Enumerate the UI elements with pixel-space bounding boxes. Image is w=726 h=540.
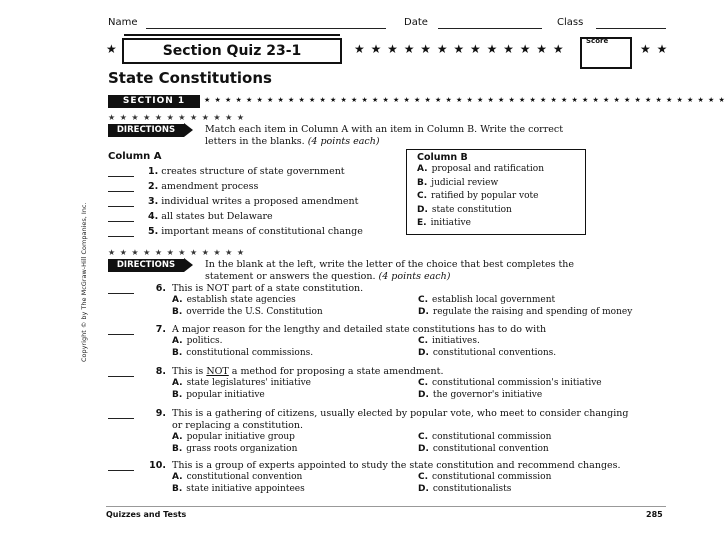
option-letter: C. (418, 432, 429, 442)
answer-option (172, 378, 311, 388)
arrow-icon (184, 258, 193, 272)
answer-blank[interactable] (108, 236, 134, 237)
option-text: constitutional commission (432, 432, 552, 442)
column-b-box (406, 149, 586, 235)
directions-tag: DIRECTIONS (108, 124, 184, 137)
answer-option (418, 390, 542, 400)
answer-option (172, 348, 313, 358)
item-number: 4. (148, 211, 159, 222)
answer-blank[interactable] (108, 418, 134, 419)
question-text: a method for proposing a state amendment. (228, 366, 444, 377)
item-letter: E. (417, 218, 427, 228)
option-text: establish local government (432, 295, 556, 305)
question-text: This is NOT part of a state constitution. (172, 283, 364, 294)
directions-line: In the blank at the left, write the letter of the choice that best completes the (205, 259, 575, 270)
section-tag: SECTION 1 (108, 95, 200, 108)
answer-blank[interactable] (108, 191, 134, 192)
option-letter: D. (418, 390, 429, 400)
option-text: constitutional commissions. (186, 348, 314, 358)
question-stem (108, 283, 363, 294)
item-text: important means of constitutional change (161, 226, 363, 237)
option-text: override the U.S. Constitution (186, 307, 323, 317)
option-letter: A. (172, 378, 183, 388)
answer-blank[interactable] (108, 221, 134, 222)
column-b-item (417, 178, 498, 188)
date-label: Date (404, 17, 428, 28)
option-text: constitutionalists (432, 484, 512, 494)
option-letter: A. (172, 472, 183, 482)
score-label: Score (586, 37, 609, 45)
item-text: creates structure of state government (161, 166, 345, 177)
option-letter: C. (418, 295, 429, 305)
directions-line: statement or answers the question. (205, 271, 376, 282)
item-text: judicial review (431, 178, 499, 188)
column-a-item (108, 181, 258, 192)
star-decoration: ★ (106, 42, 118, 56)
answer-option (172, 390, 265, 400)
answer-option (418, 472, 551, 482)
class-field[interactable] (596, 28, 666, 29)
answer-option (418, 295, 555, 305)
option-letter: D. (418, 348, 429, 358)
option-letter: B. (172, 444, 183, 454)
answer-option (172, 472, 302, 482)
answer-option (418, 307, 632, 317)
directions-text (205, 259, 574, 283)
directions-line: letters in the blanks. (205, 136, 305, 147)
answer-option (172, 307, 323, 317)
star-decoration: ★ ★ ★ ★ ★ ★ ★ ★ ★ ★ ★ ★ (108, 113, 246, 122)
column-a-item (108, 211, 273, 222)
option-letter: A. (172, 336, 183, 346)
star-decoration: ★ ★ ★ ★ ★ ★ ★ ★ ★ ★ ★ ★ ★ (354, 42, 565, 56)
column-a-title: Column A (108, 151, 162, 162)
answer-option (418, 444, 549, 454)
option-text: politics. (186, 336, 223, 346)
name-field[interactable] (146, 28, 386, 29)
copyright-note: Copyright © by The McGraw-Hill Companies, Inc. (80, 202, 88, 362)
option-letter: B. (172, 307, 183, 317)
item-letter: A. (417, 164, 428, 174)
option-letter: C. (418, 336, 429, 346)
option-text: constitutional commission (432, 472, 552, 482)
directions-tag: DIRECTIONS (108, 259, 184, 272)
column-a-item (108, 226, 363, 237)
option-text: state initiative appointees (186, 484, 305, 494)
question-stem (108, 366, 444, 377)
quiz-title: Section Quiz 23-1 (162, 43, 302, 59)
option-letter: B. (172, 484, 183, 494)
question-text: or replacing a constitution. (172, 420, 304, 431)
item-number: 1. (148, 166, 159, 177)
column-b-item (417, 205, 512, 215)
item-number: 2. (148, 181, 159, 192)
question-text: This is (172, 366, 207, 377)
question-number: 6. (155, 283, 166, 294)
answer-blank[interactable] (108, 376, 134, 377)
answer-blank[interactable] (108, 176, 134, 177)
question-text: This is a group of experts appointed to study the state constitution and recommend changes. (172, 460, 621, 471)
option-letter: D. (418, 307, 429, 317)
star-decoration: ★ ★ ★ ★ ★ ★ ★ ★ ★ ★ ★ ★ (108, 248, 246, 257)
question-number: 8. (155, 366, 166, 377)
question-number: 7. (155, 324, 166, 335)
item-letter: B. (417, 178, 428, 188)
quiz-title-box (122, 38, 342, 64)
question-stem (108, 324, 546, 335)
star-decoration: ★ ★ (640, 42, 669, 56)
item-text: individual writes a proposed amendment (161, 196, 359, 207)
option-text: regulate the raising and spending of money (432, 307, 633, 317)
answer-option (418, 432, 551, 442)
score-box[interactable] (580, 37, 632, 69)
points-note: (4 points each) (307, 136, 380, 147)
option-letter: B. (172, 390, 183, 400)
option-text: popular initiative (186, 390, 265, 400)
item-letter: C. (417, 191, 428, 201)
column-b-title: Column B (417, 152, 468, 163)
answer-blank[interactable] (108, 470, 134, 471)
question-stem (108, 460, 621, 471)
answer-option (418, 348, 556, 358)
item-text: ratified by popular vote (431, 191, 539, 201)
column-b-item (417, 191, 538, 201)
question-emphasis: NOT (206, 366, 229, 377)
option-text: state legislatures' initiative (186, 378, 311, 388)
item-number: 5. (148, 226, 159, 237)
option-text: initiatives. (432, 336, 480, 346)
page-title: State Constitutions (108, 69, 272, 87)
question-stem (108, 408, 628, 419)
arrow-icon (184, 123, 193, 137)
option-text: constitutional convention (432, 444, 549, 454)
answer-blank[interactable] (108, 293, 134, 294)
question-text: This is a gathering of citizens, usually elected by popular vote, who meet to consider changing (172, 408, 629, 419)
column-b-item (417, 218, 471, 228)
star-decoration: ★ ★ ★ ★ ★ ★ ★ ★ ★ ★ ★ ★ ★ ★ ★ ★ ★ ★ ★ ★ ★ ★ ★ ★ ★ ★ ★ ★ ★ ★ ★ ★ ★ ★ ★ ★ ★ ★ ★ ★ ★ ★ ★ ★ ★ ★ ★ ★ ★ ★ (204, 96, 726, 104)
answer-option (418, 336, 480, 346)
option-letter: A. (172, 432, 183, 442)
item-text: amendment process (161, 181, 259, 192)
directions-line: Match each item in Column A with an item in Column B. Write the correct (205, 124, 564, 135)
option-text: constitutional convention (186, 472, 303, 482)
footer-rule (106, 506, 666, 507)
question-number: 10. (149, 460, 166, 471)
answer-option (172, 336, 223, 346)
answer-option (418, 378, 602, 388)
option-text: popular initiative group (186, 432, 295, 442)
column-a-item (108, 166, 345, 177)
option-letter: D. (418, 484, 429, 494)
item-number: 3. (148, 196, 159, 207)
question-text: A major reason for the lengthy and detailed state constitutions has to do with (172, 324, 547, 335)
directions-text (205, 124, 563, 148)
answer-option (418, 484, 511, 494)
item-text: state constitution (431, 205, 512, 215)
option-text: constitutional conventions. (432, 348, 557, 358)
option-letter: B. (172, 348, 183, 358)
footer-label: Quizzes and Tests (106, 510, 187, 519)
option-letter: C. (418, 378, 429, 388)
item-text: proposal and ratification (431, 164, 545, 174)
points-note: (4 points each) (378, 271, 451, 282)
question-number: 9. (155, 408, 166, 419)
page-number: 285 (646, 510, 663, 519)
name-label: Name (108, 17, 138, 28)
option-text: the governor's initiative (432, 390, 543, 400)
item-letter: D. (417, 205, 428, 215)
option-letter: A. (172, 295, 183, 305)
answer-blank[interactable] (108, 334, 134, 335)
date-field[interactable] (438, 28, 542, 29)
column-b-item (417, 164, 544, 174)
answer-option (172, 295, 296, 305)
answer-option (172, 444, 297, 454)
item-text: initiative (430, 218, 471, 228)
option-letter: D. (418, 444, 429, 454)
option-text: constitutional commission's initiative (432, 378, 602, 388)
answer-option (172, 484, 305, 494)
option-text: establish state agencies (186, 295, 296, 305)
answer-blank[interactable] (108, 206, 134, 207)
option-letter: C. (418, 472, 429, 482)
class-label: Class (557, 17, 584, 28)
answer-option (172, 432, 295, 442)
option-text: grass roots organization (186, 444, 298, 454)
item-text: all states but Delaware (161, 211, 273, 222)
column-a-item (108, 196, 358, 207)
